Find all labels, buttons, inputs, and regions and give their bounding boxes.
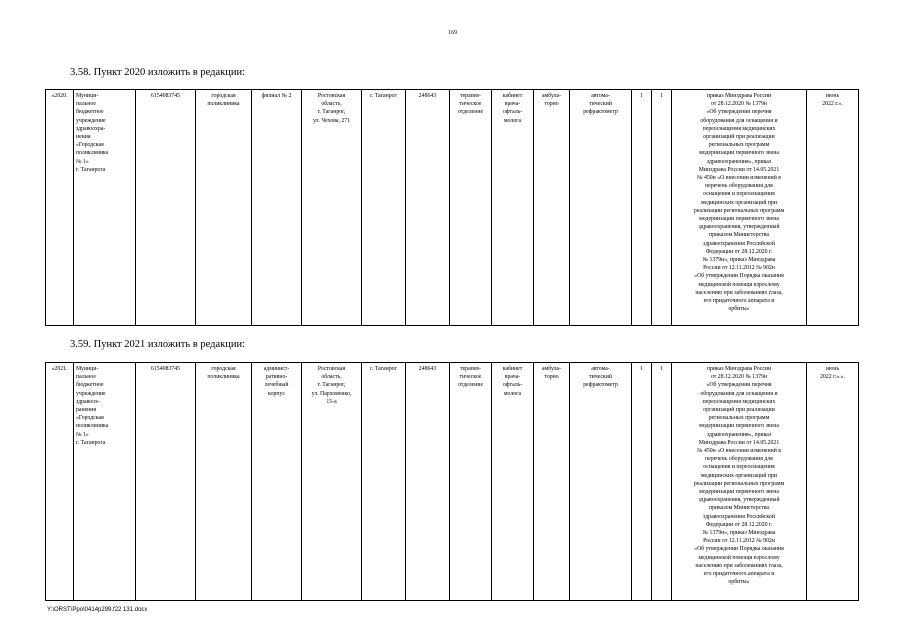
- cell-number: «2021.: [46, 363, 74, 601]
- cell-line: кабинет: [502, 366, 523, 372]
- cell-line: пальное: [76, 101, 96, 108]
- cell-line: корпус: [268, 390, 285, 397]
- cell-line: врача-: [504, 101, 521, 108]
- cell-line: автома-: [591, 366, 610, 372]
- cell-line: ративно-: [265, 374, 288, 381]
- cell-line: приказом Министерства: [709, 232, 769, 239]
- cell-line: его придаточного аппарата и: [703, 571, 775, 578]
- cell-legal-basis: [672, 90, 807, 326]
- cell-line: № 450н «О внесении изменений в: [696, 448, 781, 455]
- cell-line: № 1379н», приказ Минздрава: [702, 257, 776, 264]
- cell-line: автома-: [591, 93, 610, 99]
- cell-line: модернизации первичного звена: [699, 216, 779, 223]
- cell-line: рефрактометр: [583, 382, 618, 389]
- cell-line: Ростовская: [317, 93, 346, 99]
- cell-line: 15-а: [326, 398, 337, 405]
- cell-line: здравоохранения, утвержденный: [698, 497, 780, 504]
- cell-line: населению при заболеваниях глаза,: [695, 289, 783, 296]
- cell-line: поликлиника: [207, 101, 240, 108]
- cell-line: торно: [544, 374, 559, 381]
- cell-unit: [252, 363, 302, 601]
- cell-line: Муници-: [76, 93, 99, 99]
- cell-line: ул. Пархоменко,: [311, 390, 352, 397]
- cell-inn: 6154083745: [136, 363, 196, 601]
- cell-line: медицинских организаций при: [700, 199, 778, 206]
- cell-line: модернизации первичного звена: [699, 423, 779, 430]
- cell-line: медицинских организаций при: [700, 472, 778, 479]
- cell-line: здравоохранения, утвержденный: [698, 224, 780, 231]
- cell-line: учреждение: [76, 390, 106, 397]
- cell-line: «Об утверждении Порядка оказания: [694, 273, 784, 280]
- cell-line: модернизации первичного звена: [699, 489, 779, 496]
- cell-equipment: [570, 363, 632, 601]
- section-heading-3-59: 3.59. Пункт 2021 изложить в редакции:: [70, 339, 245, 350]
- cell-line: г. Таганрога: [76, 166, 106, 173]
- cell-code: 248643: [406, 90, 450, 326]
- cell-line: тический: [589, 101, 612, 108]
- cell-line: реализации региональных программ: [693, 480, 785, 487]
- cell-line: от 28.12.2020 № 1379н: [710, 101, 768, 108]
- cell-line: бюджетное: [76, 382, 104, 389]
- cell-quantity-2: 1: [652, 363, 672, 601]
- cell-line: г. Таганрог,: [317, 109, 346, 116]
- cell-number: «2020.: [46, 90, 74, 326]
- cell-line: оснащения и переоснащения: [703, 191, 775, 198]
- cell-line: здравоохранения», приказ: [706, 158, 772, 165]
- cell-line: ул. Чехова, 271: [312, 117, 351, 124]
- cell-cabinet: [492, 363, 534, 601]
- cell-line: бюджетное: [76, 109, 104, 116]
- cell-line: медицинской помощи взрослому: [698, 554, 780, 561]
- cell-line: региональных программ: [708, 142, 770, 149]
- table-row: [46, 363, 859, 601]
- cell-line: оборудования для оснащения и: [700, 117, 778, 124]
- cell-department: [450, 90, 492, 326]
- cell-line: приказ Минздрава России: [706, 93, 772, 99]
- cell-line: организаций при реализации: [703, 407, 775, 414]
- cell-organization: [74, 363, 136, 601]
- cell-line: филиал № 2: [261, 93, 292, 99]
- cell-line: июнь: [825, 366, 840, 372]
- cell-line: Федерации от 28.12.2020 г.: [705, 521, 773, 528]
- cell-line: здравоох-: [76, 398, 100, 405]
- cell-deadline: [807, 90, 859, 326]
- cell-line: «Об утверждении перечня: [706, 109, 772, 116]
- cell-line: рефрактометр: [583, 109, 618, 116]
- cell-line: июнь: [825, 93, 840, 99]
- cell-line: «Об утверждении перечня: [706, 382, 772, 389]
- cell-line: оборудования для оснащения и: [700, 390, 778, 397]
- cell-line: «Городская: [76, 415, 104, 422]
- cell-department: [450, 363, 492, 601]
- cell-line: кабинет: [502, 93, 523, 99]
- cell-address: [302, 90, 362, 326]
- cell-line: модернизации первичного звена: [699, 150, 779, 157]
- cell-line: населению при заболеваниях глаза,: [695, 562, 783, 569]
- cell-line: оснащения и переоснащения: [703, 464, 775, 471]
- cell-line: его придаточного аппарата и: [703, 298, 775, 305]
- cell-line: Муници-: [76, 366, 99, 372]
- cell-legal-basis: [672, 363, 807, 601]
- cell-line: орбиты»: [728, 579, 750, 586]
- cell-facility-type: [196, 363, 252, 601]
- cell-line: область,: [321, 374, 342, 381]
- cell-equipment: [570, 90, 632, 326]
- cell-line: лечебный: [264, 382, 289, 389]
- cell-line: поликлиника: [207, 374, 240, 381]
- cell-line: 2022 г.».: [822, 101, 843, 108]
- cell-line: здравоохра-: [76, 125, 106, 132]
- cell-line: г. Таганрог,: [317, 382, 346, 389]
- cell-quantity: 1: [632, 90, 652, 326]
- cell-line: Федерации от 28.12.2020 г.: [705, 248, 773, 255]
- cell-line: Ростовская: [317, 366, 346, 372]
- cell-line: отделение: [457, 382, 484, 389]
- cell-line: «Городская: [76, 142, 104, 149]
- cell-line: орбиты»: [728, 306, 750, 313]
- cell-line: Минздрава России от 14.05.2021: [698, 166, 780, 173]
- cell-line: поликлиника: [76, 423, 109, 430]
- cell-line: № 1»: [76, 158, 89, 165]
- table-row: [46, 90, 859, 326]
- cell-line: здравоохранения Российской: [703, 240, 775, 247]
- cell-line: переоснащения медицинских: [702, 398, 776, 405]
- cell-line: перечень оборудования для: [705, 183, 773, 190]
- cell-line: г. Таганрога: [76, 439, 106, 446]
- cell-line: молога: [503, 117, 522, 124]
- cell-quantity-2: 1: [652, 90, 672, 326]
- cell-line: амбула-: [541, 366, 561, 372]
- cell-line: врача-: [504, 374, 521, 381]
- cell-line: от 28.12.2020 № 1379н: [710, 374, 768, 381]
- section-heading-3-58: 3.58. Пункт 2020 изложить в редакции:: [70, 67, 245, 78]
- cell-line: России от 12.11.2012 № 902н: [703, 538, 775, 545]
- page-number: 169: [448, 30, 457, 36]
- cell-line: приказом Министерства: [709, 505, 769, 512]
- cell-city: г. Таганрог: [362, 363, 406, 601]
- cell-line: № 450н «О внесении изменений в: [696, 175, 781, 182]
- cell-deadline: [807, 363, 859, 601]
- cell-line: переоснащения медицинских: [702, 125, 776, 132]
- cell-facility-type: [196, 90, 252, 326]
- cell-line: России от 12.11.2012 № 902н: [703, 265, 775, 272]
- cell-organization: [74, 90, 136, 326]
- cell-line: № 1»: [76, 431, 89, 438]
- cell-line: медицинской помощи взрослому: [698, 281, 780, 288]
- cell-line: тический: [589, 374, 612, 381]
- cell-line: «Об утверждении Порядка оказания: [694, 546, 784, 553]
- cell-line: учреждение: [76, 117, 106, 124]
- table-item-2020: [45, 89, 859, 326]
- cell-line: терапев-: [460, 366, 481, 372]
- cell-line: терапев-: [460, 93, 481, 99]
- cell-line: реализации региональных программ: [693, 207, 785, 214]
- cell-code: 248643: [406, 363, 450, 601]
- cell-line: поликлиника: [76, 150, 109, 157]
- cell-line: региональных программ: [708, 415, 770, 422]
- cell-line: приказ Минздрава России: [706, 366, 772, 372]
- cell-city: г. Таганрог: [362, 90, 406, 326]
- cell-quantity: 1: [632, 363, 652, 601]
- cell-line: здравоохранения Российской: [703, 513, 775, 520]
- cell-line: админист-: [263, 366, 290, 372]
- cell-line: организаций при реализации: [703, 134, 775, 141]
- cell-line: тическое: [459, 101, 482, 108]
- table-item-2021: [45, 362, 859, 601]
- cell-line: амбула-: [541, 93, 561, 99]
- cell-inn: 6154083745: [136, 90, 196, 326]
- cell-line: пальное: [76, 374, 96, 381]
- cell-line: молога: [503, 390, 522, 397]
- footer-file-path: Y:\ORST\Ppo\0414p299.f22 131.docx: [47, 607, 148, 613]
- cell-line: офталь-: [502, 382, 523, 389]
- cell-line: городская: [211, 366, 236, 372]
- cell-care-form: [534, 90, 570, 326]
- cell-line: область,: [321, 101, 342, 108]
- cell-line: перечень оборудования для: [705, 456, 773, 463]
- cell-cabinet: [492, 90, 534, 326]
- cell-line: ранения: [76, 407, 97, 414]
- cell-line: № 1379н», приказ Минздрава: [702, 530, 776, 537]
- cell-line: тическое: [459, 374, 482, 381]
- cell-line: нения: [76, 134, 91, 141]
- cell-line: отделение: [457, 109, 484, 116]
- cell-line: офталь-: [502, 109, 523, 116]
- cell-address: [302, 363, 362, 601]
- cell-line: 2022 г.».».: [820, 374, 845, 381]
- cell-line: торно: [544, 101, 559, 108]
- cell-line: городская: [211, 93, 236, 99]
- cell-line: здравоохранения», приказ: [706, 431, 772, 438]
- cell-care-form: [534, 363, 570, 601]
- cell-unit: [252, 90, 302, 326]
- cell-line: Минздрава России от 14.05.2021: [698, 439, 780, 446]
